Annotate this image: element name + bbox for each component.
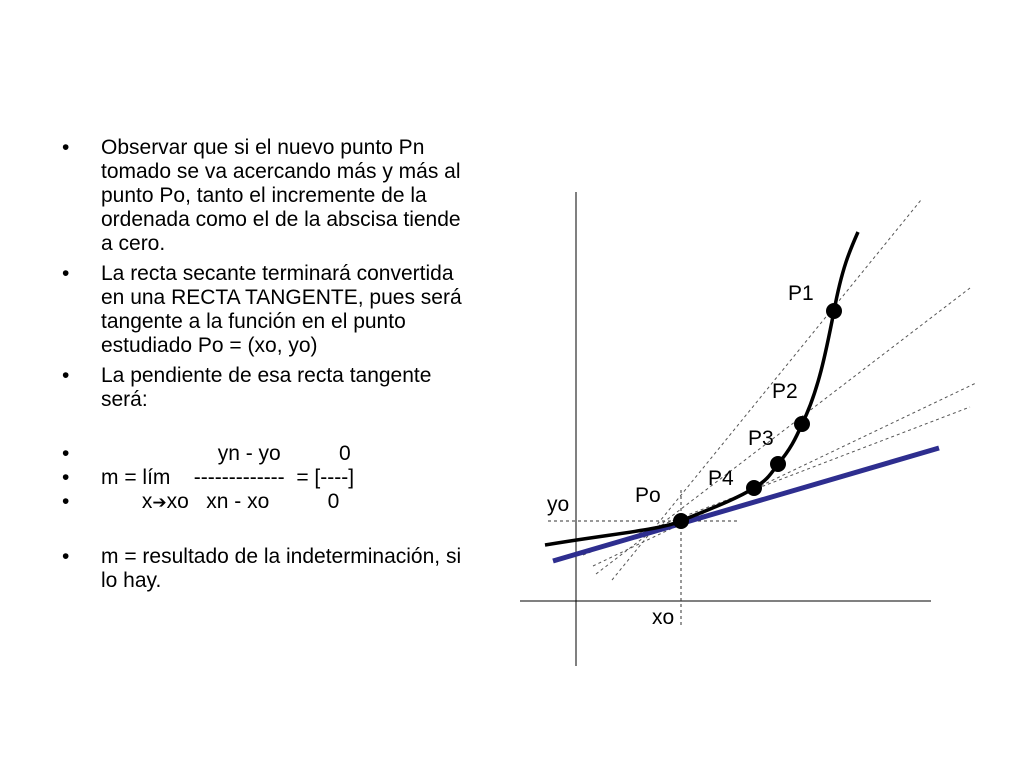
label-p1: P1 [788,282,814,305]
label-p4: P4 [708,467,734,490]
bullet-symbol: • [62,490,70,513]
formula-denominator-var: x [101,490,153,513]
label-p3: P3 [748,427,774,450]
bullet-text-slope: La pendiente de esa recta tangente será: [101,364,432,411]
label-yo: yo [547,493,570,516]
formula-numerator: yn - yo 0 [101,442,351,465]
label-p2: P2 [772,380,798,403]
function-curve [545,232,858,545]
formula-denominator-rest: xo xn - xo 0 [166,490,340,513]
point-p2 [794,416,810,432]
point-po [673,513,689,529]
bullet-text-result: m = resultado de la indeterminación, si lo hay. [101,545,462,592]
bullet-symbol: • [62,136,70,159]
bullet-symbol: • [62,442,70,465]
point-p3 [770,456,786,472]
secant-line-p3 [593,383,976,566]
bullet-symbol: • [62,545,70,568]
point-p4 [746,480,762,496]
bullet-text-secant: La recta secante terminará convertida en una RECTA TANGENTE, pues será tangente a la función en el punto estudiado Po = (xo, yo) [101,262,462,357]
bullet-text-observation: Observar que si el nuevo punto Pn tomado se va acercando más y más al punto Po, tanto el incremente de la ordenada como el de la abscisa tiende a cero. [101,136,461,255]
point-p1 [826,303,842,319]
tangent-line [553,448,939,561]
bullet-symbol: • [62,466,70,489]
arrow-right-icon: ➔ [152,493,167,513]
bullet-symbol: • [62,364,70,387]
formula-limit: m = lím ------------- = [----] [101,466,355,489]
bullet-symbol: • [62,262,70,285]
secant-line-p1 [612,200,921,580]
label-xo: xo [652,606,675,629]
label-po: Po [635,484,661,507]
